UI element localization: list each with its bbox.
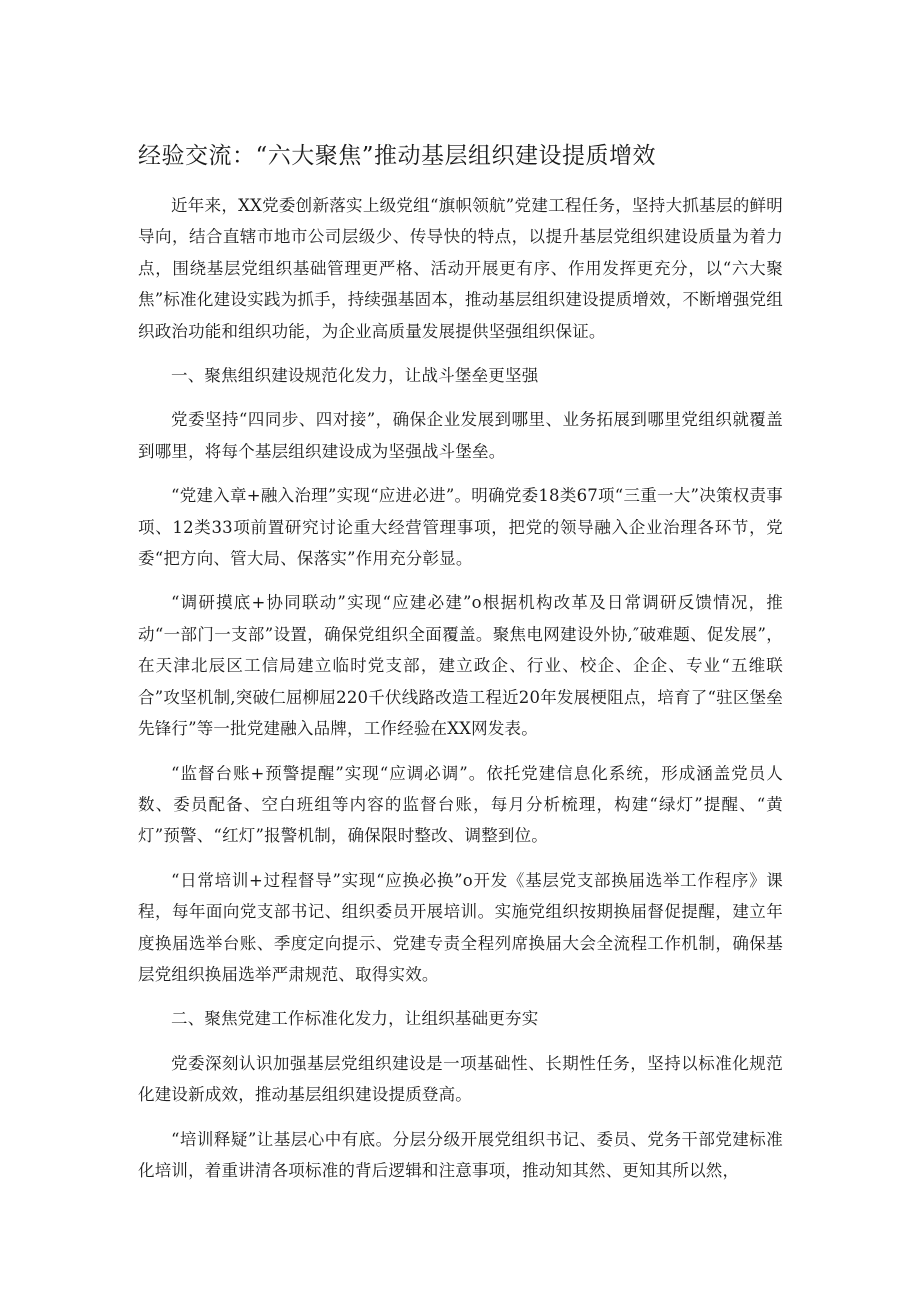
section-1-paragraph: “党建入章+融入治理”实现“应进必进”。明确党委18类67项“三重一大”决策权责事项、12类33项前置研究讨论重大经营管理事项，把党的领导融入企业治理各环节，党委“把方向、管大局、保落实”作用充分彰显。 <box>138 486 783 569</box>
intro-paragraph: 近年来，XX党委创新落实上级党组“旗帜领航”党建工程任务，坚持大抓基层的鲜明导向，结合直辖市地市公司层级少、传导快的特点，以提升基层党组织建设质量为着力点，围绕基层党组织基础管理更严格、活动开展更有序、作用发挥更充分，以“六大聚焦”标准化建设实践为抓手，持续强基固本，推动基层组织建设提质增效，不断增强党组织政治功能和组织功能，为企业高质量发展提供坚强组织保证。 <box>138 196 783 341</box>
section-2-heading: 二、聚焦党建工作标准化发力，让组织基础更夯实 <box>171 1009 539 1029</box>
section-1-paragraph: “监督台账+预警提醒”实现“应调必调”。依托党建信息化系统，形成涵盖党员人数、委员配备、空白班组等内容的监督台账，每月分析梳理，构建“绿灯”提醒、“黄灯”预警、“红灯”报警机制，确保限时整改、调整到位。 <box>138 763 783 846</box>
document-body <box>138 190 783 1199</box>
section-2-paragraph: “培训释疑”让基层心中有底。分层分级开展党组织书记、委员、党务干部党建标准化培训，着重讲清各项标准的背后逻辑和注意事项，推动知其然、更知其所以然， <box>138 1129 783 1180</box>
section-1-paragraph: 党委坚持“四同步、四对接”，确保企业发展到哪里、业务拓展到哪里党组织就覆盖到哪里，将每个基层组织建设成为坚强战斗堡垒。 <box>138 410 783 461</box>
section-1-paragraph: “调研摸底+协同联动”实现“应建必建”o根据机构改革及日常调研反馈情况，推动“一部门一支部”设置，确保党组织全面覆盖。聚焦电网建设外协,″破难题、促发展”，在天津北辰区工信局建立临时党支部，建立政企、行业、校企、企企、专业“五维联合”攻坚机制,突破仁屈柳屈220千伏线路改造工程近20年发展梗阻点，培育了“驻区堡垒先锋行”等一批党建融入品牌，工作经验在XX网发表。 <box>138 593 783 739</box>
section-2-paragraph: 党委深刻认识加强基层党组织建设是一项基础性、长期性任务，坚持以标准化规范化建设新成效，推动基层组织建设提质登高。 <box>138 1053 783 1105</box>
section-1-heading: 一、聚焦组织建设规范化发力，让战斗堡垒更坚强 <box>171 366 539 386</box>
document-title: 经验交流：“六大聚焦”推动基层组织建设提质增效 <box>138 143 657 169</box>
section-1-paragraph: “日常培训+过程督导”实现“应换必换”o开发《基层党支部换届选举工作程序》课程，每年面向党支部书记、组织委员开展培训。实施党组织按期换届督促提醒，建立年度换届选举台账、季度定向提示、党建专责全程列席换届大会全流程工作机制，确保基层党组织换届选举严肃规范、取得实效。 <box>138 870 783 984</box>
